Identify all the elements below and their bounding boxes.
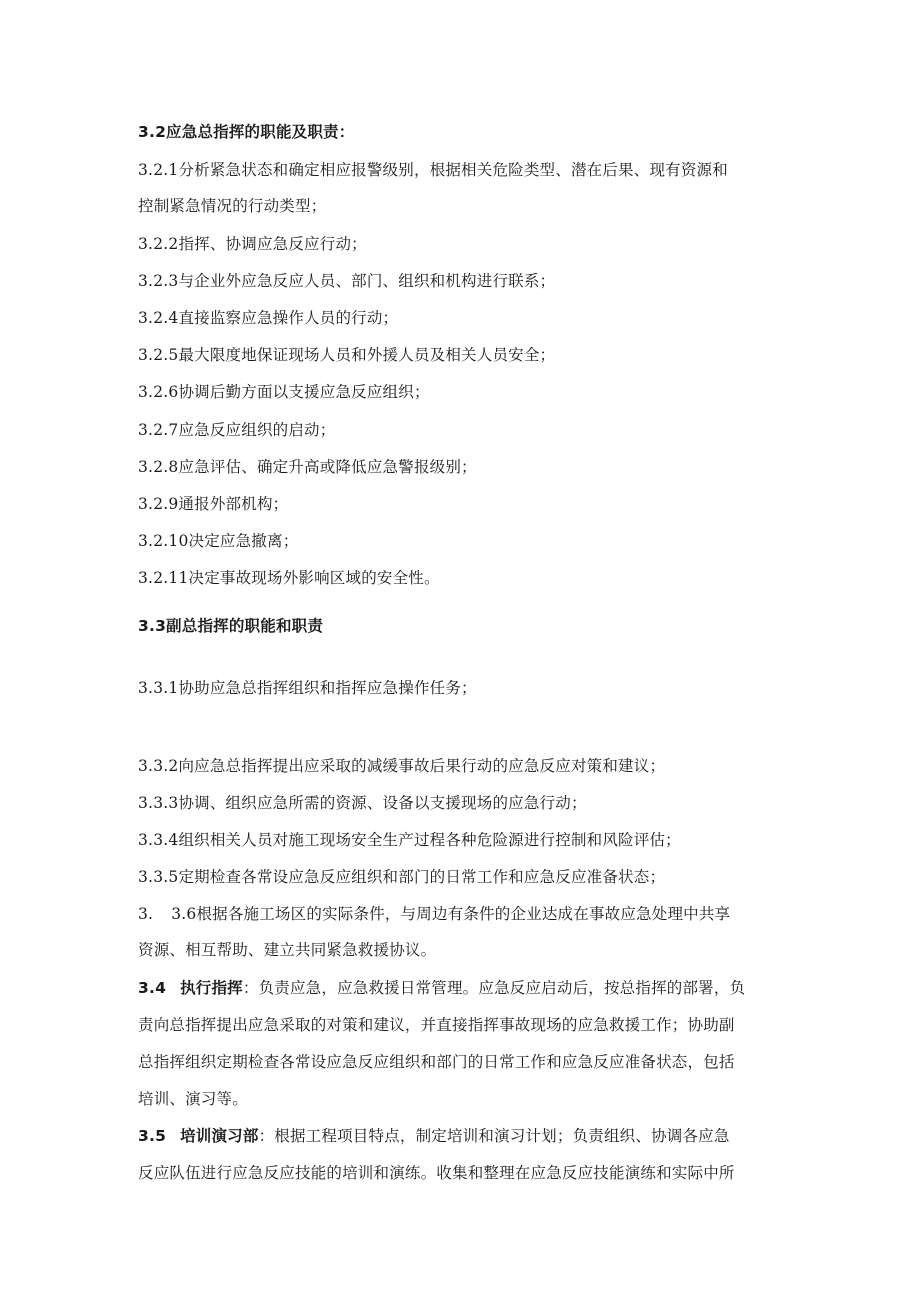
item-3-2-1: 3.2.1分析紧急状态和确定相应报警级别，根据相关危险类型、潜在后果、现有资源和 [138, 161, 728, 179]
section-3-4-line-2: 责向总指挥提出应急采取的对策和建议，并直接指挥事故现场的应急救援工作；协助副 [138, 1016, 735, 1034]
item-3-2-8: 3.2.8应急评估、确定升高或降低应急警报级别； [138, 458, 477, 476]
item-3-2-1-cont: 控制紧急情况的行动类型； [138, 197, 327, 215]
section-3-5-line-1 [138, 1126, 798, 1146]
item-3-3-2: 3.3.2向应急总指挥提出应采取的减缓事故后果行动的应急反应对策和建议； [138, 757, 666, 775]
item-3-3-6-text: 3.6根据各施工场区的实际条件，与周边有条件的企业达成在事故应急处理中共享 [171, 905, 731, 923]
item-3-2-5: 3.2.5最大限度地保证现场人员和外援人员及相关人员安全； [138, 346, 556, 364]
item-3-3-5: 3.3.5定期检查各常设应急反应组织和部门的日常工作和应急反应准备状态； [138, 868, 666, 886]
item-3-2-2: 3.2.2指挥、协调应急反应行动； [138, 235, 367, 253]
item-3-2-11: 3.2.11决定事故现场外影响区域的安全性。 [138, 569, 440, 587]
item-3-2-3: 3.2.3与企业外应急反应人员、部门、组织和机构进行联系； [138, 272, 556, 290]
section-3-4-line-4: 培训、演习等。 [138, 1090, 248, 1108]
item-3-3-6-cont: 资源、相互帮助、建立共同紧急救援协议。 [138, 941, 437, 959]
section-3-4-number: 3.4 [138, 979, 167, 997]
section-3-4-line-1 [138, 978, 798, 998]
section-3-5-text: ：根据工程项目特点，制定培训和演习计划；负责组织、协调各应急 [258, 1127, 730, 1145]
section-3-5-number: 3.5 [138, 1127, 167, 1145]
item-3-3-3: 3.3.3协调、组织应急所需的资源、设备以支援现场的应急行动； [138, 794, 587, 812]
item-3-2-6: 3.2.6协调后勤方面以支援应急反应组织； [138, 383, 430, 401]
section-3-5-line-2: 反应队伍进行应急反应技能的培训和演练。收集和整理在应急反应技能演练和实际中所 [138, 1164, 735, 1182]
item-3-2-9: 3.2.9通报外部机构； [138, 495, 289, 513]
section-3-4-line-3: 总指挥组织定期检查各常设应急反应组织和部门的日常工作和应急反应准备状态，包括 [138, 1053, 735, 1071]
item-3-3-1: 3.3.1协助应急总指挥组织和指挥应急操作任务； [138, 679, 477, 697]
item-3-3-4: 3.3.4组织相关人员对施工现场安全生产过程各种危险源进行控制和风险评估； [138, 831, 681, 849]
section-3-2-heading: 3.2应急总指挥的职能及职责： [138, 123, 355, 141]
section-3-3-heading: 3.3副总指挥的职能和职责 [138, 617, 324, 635]
item-3-2-7: 3.2.7应急反应组织的启动； [138, 421, 336, 439]
section-3-4-text: ：负责应急，应急救援日常管理。应急反应启动后，按总指挥的部署，负 [242, 979, 746, 997]
item-3-3-6 [138, 904, 798, 924]
section-3-4-title: 执行指挥 [180, 979, 243, 997]
item-3-2-4: 3.2.4直接监察应急操作人员的行动； [138, 309, 399, 327]
item-3-2-10: 3.2.10决定应急撤离； [138, 532, 299, 550]
item-3-3-6-prefix: 3. [138, 905, 154, 923]
section-3-5-title: 培训演习部 [180, 1127, 259, 1145]
